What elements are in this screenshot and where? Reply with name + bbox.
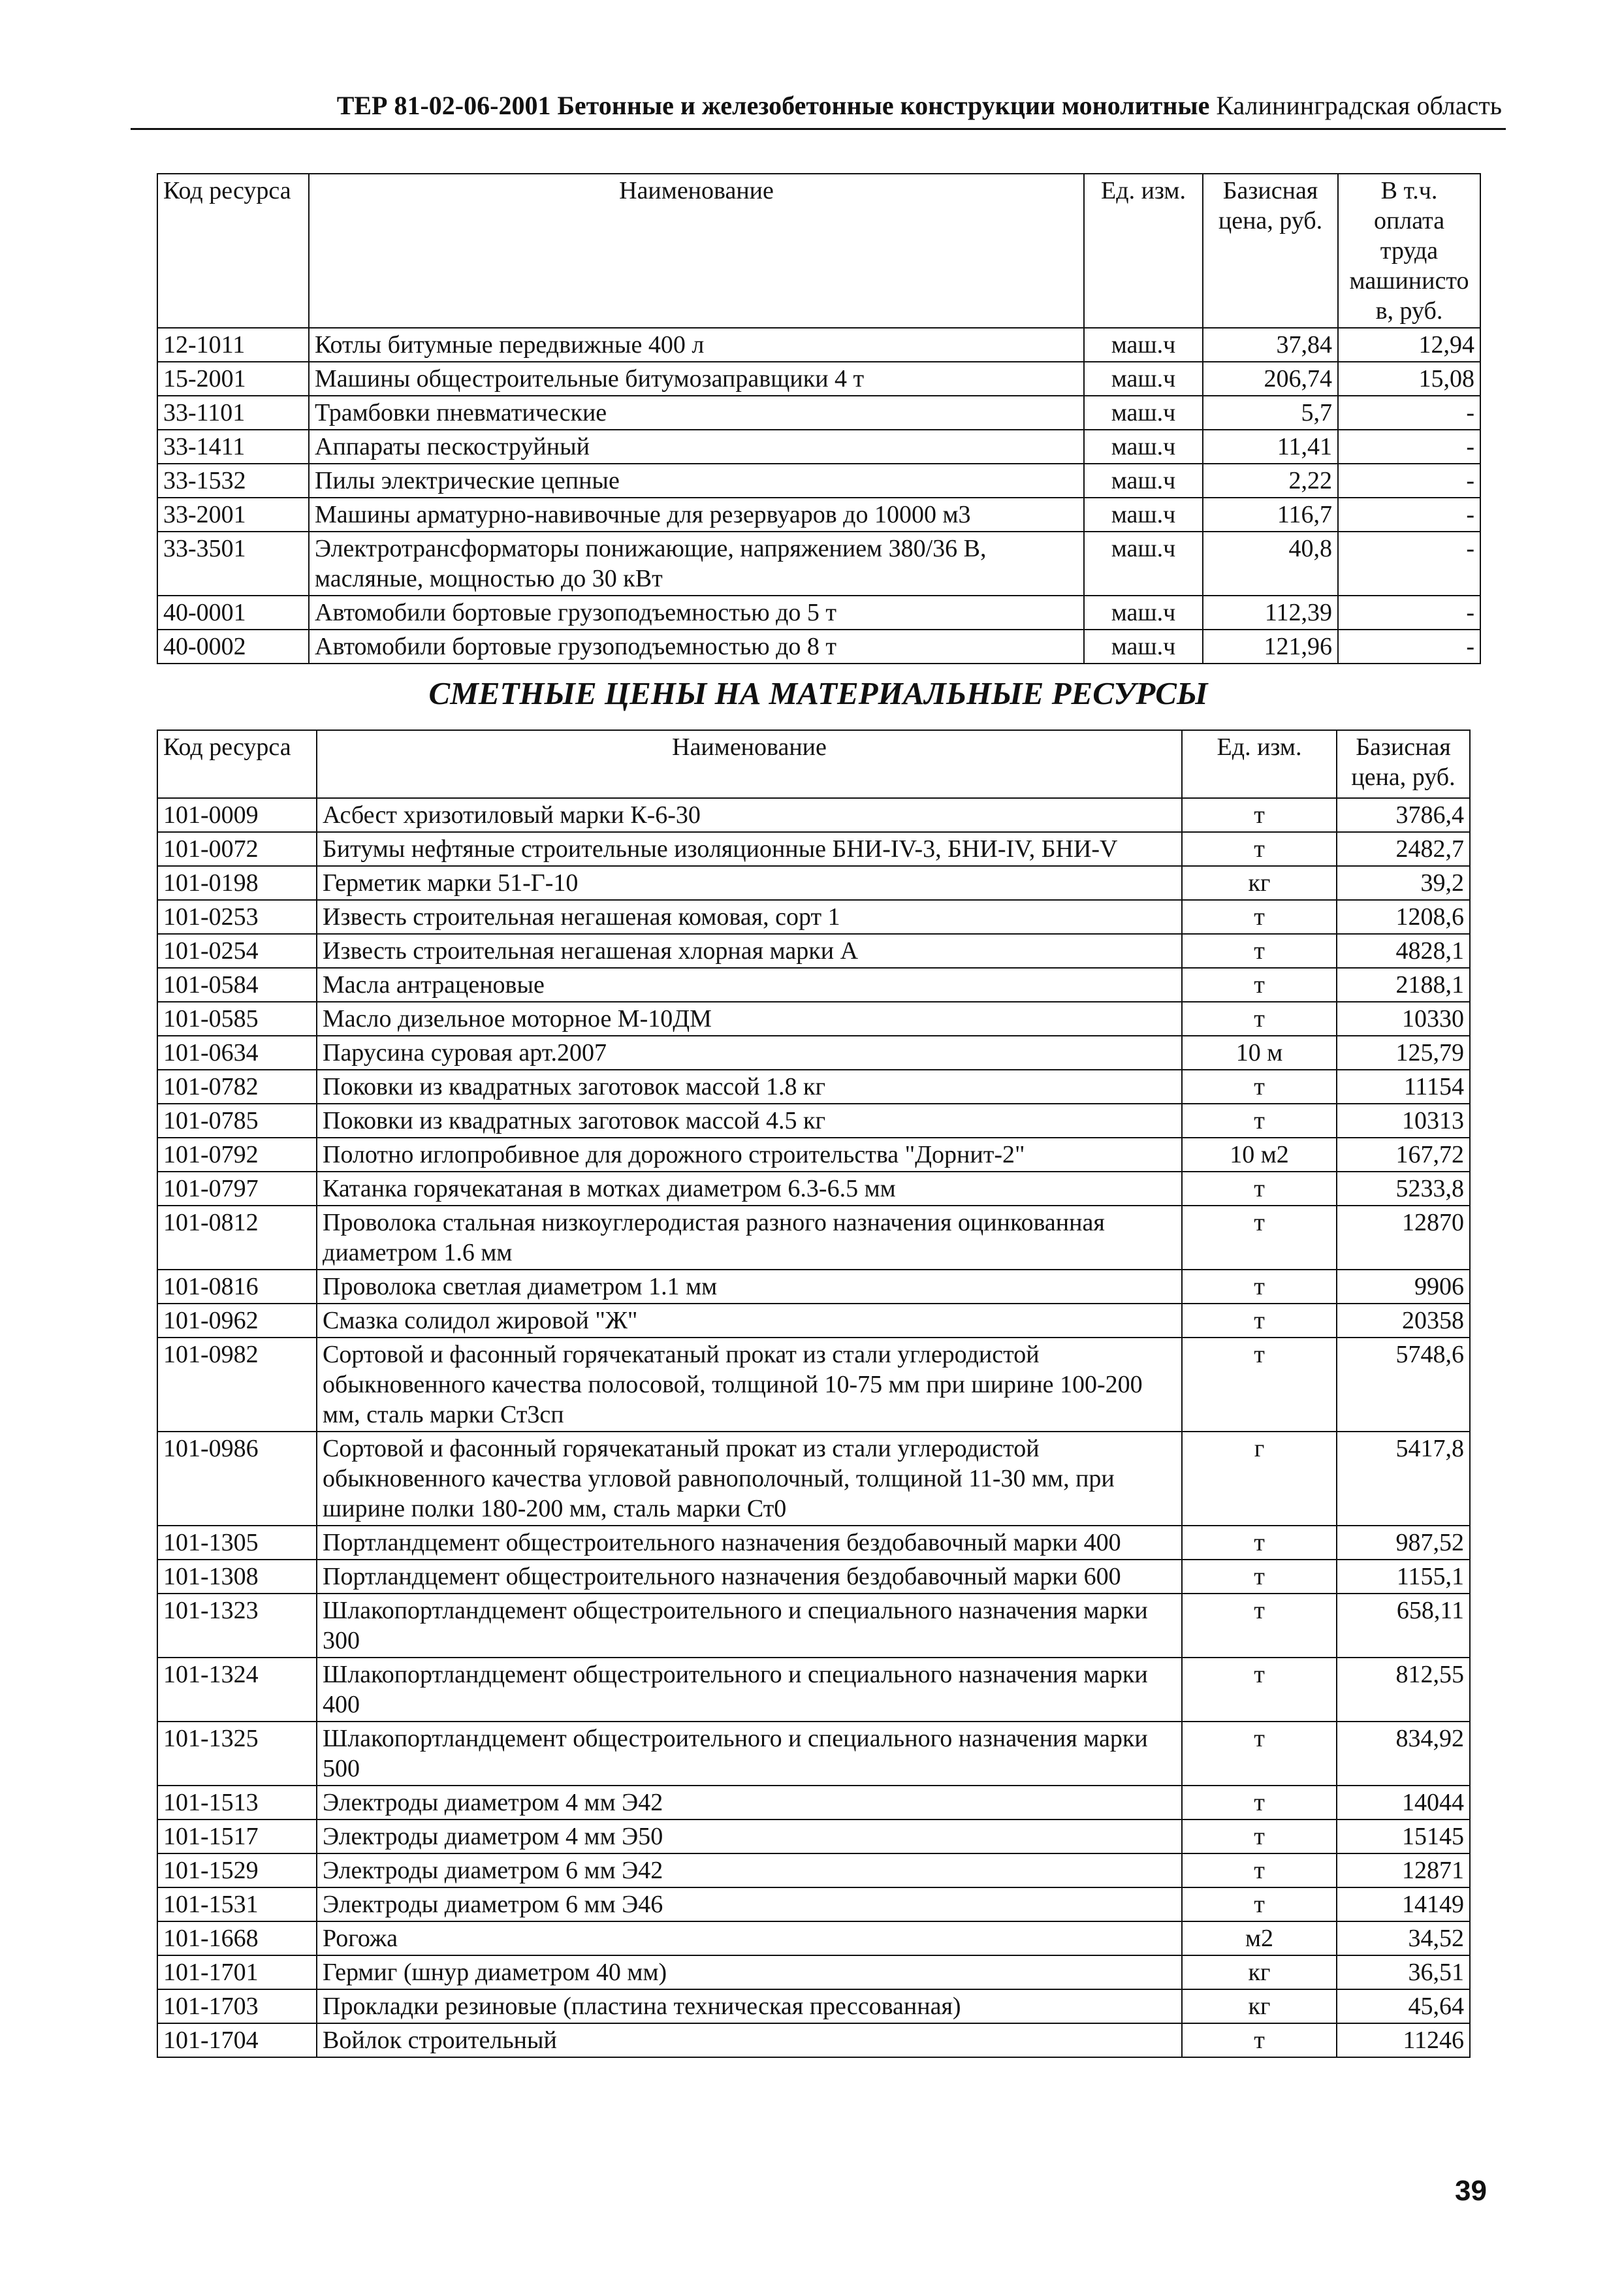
unit-cell: т bbox=[1182, 968, 1337, 1002]
resource-name-cell: Шлакопортландцемент общестроительного и специального назначения марки 400 bbox=[317, 1658, 1182, 1722]
resource-name-cell: Проволока светлая диаметром 1.1 мм bbox=[317, 1270, 1182, 1304]
table-row bbox=[157, 532, 1480, 596]
resource-name-cell: Машины арматурно-навивочные для резервуаров до 10000 м3 bbox=[309, 498, 1084, 532]
resource-code-cell: 101-1529 bbox=[157, 1853, 317, 1887]
resource-name-cell: Войлок строительный bbox=[317, 2023, 1182, 2057]
unit-cell: т bbox=[1182, 1206, 1337, 1270]
resource-code-cell: 101-1308 bbox=[157, 1560, 317, 1594]
resource-code-cell: 33-3501 bbox=[157, 532, 309, 596]
base-price-cell: 2482,7 bbox=[1337, 832, 1470, 866]
base-price-cell: 15145 bbox=[1337, 1820, 1470, 1853]
unit-cell: маш.ч bbox=[1084, 328, 1203, 362]
resource-code-cell: 40-0001 bbox=[157, 596, 309, 630]
table-row bbox=[157, 1206, 1470, 1270]
resource-code-cell: 101-0009 bbox=[157, 798, 317, 832]
unit-cell: т bbox=[1182, 2023, 1337, 2057]
base-price-cell: 206,74 bbox=[1203, 362, 1338, 396]
resource-name-cell: Электротрансформаторы понижающие, напряжением 380/36 В, масляные, мощностью до 30 кВт bbox=[309, 532, 1084, 596]
resource-code-cell: 101-0254 bbox=[157, 934, 317, 968]
page-number: 39 bbox=[1455, 2175, 1487, 2207]
resource-code-cell: 101-0986 bbox=[157, 1432, 317, 1526]
table-row bbox=[157, 1270, 1470, 1304]
base-price-cell: 39,2 bbox=[1337, 866, 1470, 900]
base-price-cell: 12871 bbox=[1337, 1853, 1470, 1887]
resource-code-cell: 101-0585 bbox=[157, 1002, 317, 1036]
resource-code-cell: 101-0982 bbox=[157, 1338, 317, 1432]
unit-cell: маш.ч bbox=[1084, 396, 1203, 430]
unit-cell: т bbox=[1182, 1270, 1337, 1304]
base-price-cell: 4828,1 bbox=[1337, 934, 1470, 968]
resource-code-cell: 101-0792 bbox=[157, 1138, 317, 1172]
table-row bbox=[157, 832, 1470, 866]
table-row bbox=[157, 596, 1480, 630]
unit-cell: т bbox=[1182, 1853, 1337, 1887]
resource-code-cell: 12-1011 bbox=[157, 328, 309, 362]
unit-cell: т bbox=[1182, 1002, 1337, 1036]
document-region: Калининградская область bbox=[1216, 91, 1502, 120]
resource-name-cell: Масло дизельное моторное М-10ДМ bbox=[317, 1002, 1182, 1036]
table-row bbox=[157, 1853, 1470, 1887]
base-price-cell: 125,79 bbox=[1337, 1036, 1470, 1070]
table-row bbox=[157, 1036, 1470, 1070]
resource-code-cell: 101-1324 bbox=[157, 1658, 317, 1722]
unit-cell: т bbox=[1182, 1820, 1337, 1853]
resource-name-cell: Котлы битумные передвижные 400 л bbox=[309, 328, 1084, 362]
resource-code-cell: 101-0812 bbox=[157, 1206, 317, 1270]
table-row bbox=[157, 866, 1470, 900]
table-row bbox=[157, 464, 1480, 498]
base-price-cell: 12870 bbox=[1337, 1206, 1470, 1270]
table-header-row bbox=[157, 174, 1480, 328]
table-row bbox=[157, 1989, 1470, 2023]
table-row bbox=[157, 362, 1480, 396]
resource-code-cell: 101-1323 bbox=[157, 1594, 317, 1658]
unit-cell: т bbox=[1182, 1722, 1337, 1786]
table-row bbox=[157, 1432, 1470, 1526]
resource-name-cell: Электроды диаметром 4 мм Э50 bbox=[317, 1820, 1182, 1853]
resource-name-cell: Гермиг (шнур диаметром 40 мм) bbox=[317, 1955, 1182, 1989]
operator-wage-cell: - bbox=[1338, 396, 1480, 430]
operator-wage-cell: 12,94 bbox=[1338, 328, 1480, 362]
resource-code-cell: 101-1668 bbox=[157, 1921, 317, 1955]
resource-name-cell: Масла антраценовые bbox=[317, 968, 1182, 1002]
resource-name-cell: Электроды диаметром 6 мм Э42 bbox=[317, 1853, 1182, 1887]
resource-name-cell: Прокладки резиновые (пластина техническая прессованная) bbox=[317, 1989, 1182, 2023]
resource-name-cell: Проволока стальная низкоуглеродистая разного назначения оцинкованная диаметром 1.6 мм bbox=[317, 1206, 1182, 1270]
unit-cell: т bbox=[1182, 832, 1337, 866]
unit-cell: 10 м2 bbox=[1182, 1138, 1337, 1172]
resource-name-cell: Автомобили бортовые грузоподъемностью до 5 т bbox=[309, 596, 1084, 630]
unit-cell: маш.ч bbox=[1084, 630, 1203, 664]
resource-code-cell: 101-0253 bbox=[157, 900, 317, 934]
column-header-code: Код ресурса bbox=[157, 174, 309, 328]
base-price-cell: 11,41 bbox=[1203, 430, 1338, 464]
resource-code-cell: 101-1703 bbox=[157, 1989, 317, 2023]
table-row bbox=[157, 1820, 1470, 1853]
resource-code-cell: 101-1531 bbox=[157, 1887, 317, 1921]
resource-code-cell: 101-1701 bbox=[157, 1955, 317, 1989]
unit-cell: 10 м bbox=[1182, 1036, 1337, 1070]
unit-cell: м2 bbox=[1182, 1921, 1337, 1955]
operator-wage-cell: - bbox=[1338, 630, 1480, 664]
base-price-cell: 1208,6 bbox=[1337, 900, 1470, 934]
resource-code-cell: 101-0962 bbox=[157, 1304, 317, 1338]
resource-name-cell: Битумы нефтяные строительные изоляционные БНИ-IV-3, БНИ-IV, БНИ-V bbox=[317, 832, 1182, 866]
unit-cell: т bbox=[1182, 1172, 1337, 1206]
unit-cell: т bbox=[1182, 798, 1337, 832]
column-header-name: Наименование bbox=[317, 730, 1182, 798]
table-row bbox=[157, 1921, 1470, 1955]
resource-code-cell: 101-0198 bbox=[157, 866, 317, 900]
resource-name-cell: Полотно иглопробивное для дорожного строительства "Дорнит-2" bbox=[317, 1138, 1182, 1172]
resource-name-cell: Пилы электрические цепные bbox=[309, 464, 1084, 498]
unit-cell: маш.ч bbox=[1084, 498, 1203, 532]
unit-cell: маш.ч bbox=[1084, 362, 1203, 396]
operator-wage-cell: - bbox=[1338, 532, 1480, 596]
base-price-cell: 2188,1 bbox=[1337, 968, 1470, 1002]
table-row bbox=[157, 1138, 1470, 1172]
resource-name-cell: Асбест хризотиловый марки К-6-30 bbox=[317, 798, 1182, 832]
operator-wage-cell: - bbox=[1338, 498, 1480, 532]
table-row bbox=[157, 1786, 1470, 1820]
resource-name-cell: Известь строительная негашеная хлорная марки А bbox=[317, 934, 1182, 968]
unit-cell: т bbox=[1182, 1304, 1337, 1338]
base-price-cell: 10313 bbox=[1337, 1104, 1470, 1138]
resource-name-cell: Известь строительная негашеная комовая, сорт 1 bbox=[317, 900, 1182, 934]
base-price-cell: 45,64 bbox=[1337, 1989, 1470, 2023]
table-row bbox=[157, 2023, 1470, 2057]
resource-code-cell: 101-0634 bbox=[157, 1036, 317, 1070]
resource-name-cell: Электроды диаметром 4 мм Э42 bbox=[317, 1786, 1182, 1820]
column-header-code: Код ресурса bbox=[157, 730, 317, 798]
table-row bbox=[157, 1104, 1470, 1138]
base-price-cell: 2,22 bbox=[1203, 464, 1338, 498]
resource-name-cell: Парусина суровая арт.2007 bbox=[317, 1036, 1182, 1070]
column-header-price: Базисная цена, руб. bbox=[1203, 174, 1338, 328]
table-row bbox=[157, 498, 1480, 532]
base-price-cell: 10330 bbox=[1337, 1002, 1470, 1036]
resource-name-cell: Поковки из квадратных заготовок массой 4.5 кг bbox=[317, 1104, 1182, 1138]
resource-code-cell: 101-0785 bbox=[157, 1104, 317, 1138]
table-row bbox=[157, 798, 1470, 832]
base-price-cell: 658,11 bbox=[1337, 1594, 1470, 1658]
resource-name-cell: Сортовой и фасонный горячекатаный прокат из стали углеродистой обыкновенного качества полосовой, толщиной 10-75 мм при ширине 100-200 мм, сталь марки Ст3сп bbox=[317, 1338, 1182, 1432]
resource-code-cell: 101-1325 bbox=[157, 1722, 317, 1786]
machinery-table-body bbox=[157, 328, 1480, 664]
unit-cell: т bbox=[1182, 1786, 1337, 1820]
resource-code-cell: 101-1305 bbox=[157, 1526, 317, 1560]
resource-name-cell: Поковки из квадратных заготовок массой 1.8 кг bbox=[317, 1070, 1182, 1104]
base-price-cell: 112,39 bbox=[1203, 596, 1338, 630]
resource-code-cell: 101-1517 bbox=[157, 1820, 317, 1853]
column-header-price: Базисная цена, руб. bbox=[1337, 730, 1470, 798]
base-price-cell: 116,7 bbox=[1203, 498, 1338, 532]
materials-table-body bbox=[157, 798, 1470, 2057]
resource-name-cell: Смазка солидол жировой "Ж" bbox=[317, 1304, 1182, 1338]
table-row bbox=[157, 1526, 1470, 1560]
base-price-cell: 1155,1 bbox=[1337, 1560, 1470, 1594]
base-price-cell: 20358 bbox=[1337, 1304, 1470, 1338]
resource-code-cell: 101-1704 bbox=[157, 2023, 317, 2057]
resource-code-cell: 33-2001 bbox=[157, 498, 309, 532]
resource-name-cell: Рогожа bbox=[317, 1921, 1182, 1955]
document-title: Бетонные и железобетонные конструкции монолитные bbox=[557, 91, 1210, 120]
operator-wage-cell: 15,08 bbox=[1338, 362, 1480, 396]
base-price-cell: 11246 bbox=[1337, 2023, 1470, 2057]
materials-section-title: СМЕТНЫЕ ЦЕНЫ НА МАТЕРИАЛЬНЫЕ РЕСУРСЫ bbox=[428, 675, 1208, 711]
operator-wage-cell: - bbox=[1338, 596, 1480, 630]
table-row bbox=[157, 900, 1470, 934]
table-row bbox=[157, 1594, 1470, 1658]
unit-cell: кг bbox=[1182, 1955, 1337, 1989]
resource-name-cell: Шлакопортландцемент общестроительного и специального назначения марки 500 bbox=[317, 1722, 1182, 1786]
unit-cell: кг bbox=[1182, 866, 1337, 900]
base-price-cell: 40,8 bbox=[1203, 532, 1338, 596]
resource-code-cell: 40-0002 bbox=[157, 630, 309, 664]
base-price-cell: 167,72 bbox=[1337, 1138, 1470, 1172]
unit-cell: т bbox=[1182, 1070, 1337, 1104]
table-row bbox=[157, 1304, 1470, 1338]
unit-cell: т bbox=[1182, 934, 1337, 968]
base-price-cell: 34,52 bbox=[1337, 1921, 1470, 1955]
table-row bbox=[157, 630, 1480, 664]
resource-code-cell: 101-0782 bbox=[157, 1070, 317, 1104]
table-row bbox=[157, 1338, 1470, 1432]
resource-name-cell: Сортовой и фасонный горячекатаный прокат из стали углеродистой обыкновенного качества угловой равнополочный, толщиной 11-30 мм, при ширине полки 180-200 мм, сталь марки Ст0 bbox=[317, 1432, 1182, 1526]
base-price-cell: 9906 bbox=[1337, 1270, 1470, 1304]
base-price-cell: 5233,8 bbox=[1337, 1172, 1470, 1206]
base-price-cell: 37,84 bbox=[1203, 328, 1338, 362]
base-price-cell: 812,55 bbox=[1337, 1658, 1470, 1722]
page-header bbox=[131, 90, 1502, 121]
resource-code-cell: 33-1101 bbox=[157, 396, 309, 430]
resource-code-cell: 33-1411 bbox=[157, 430, 309, 464]
base-price-cell: 834,92 bbox=[1337, 1722, 1470, 1786]
operator-wage-cell: - bbox=[1338, 464, 1480, 498]
unit-cell: кг bbox=[1182, 1989, 1337, 2023]
table-row bbox=[157, 1172, 1470, 1206]
table-row bbox=[157, 328, 1480, 362]
table-row bbox=[157, 396, 1480, 430]
table-row bbox=[157, 968, 1470, 1002]
table-row bbox=[157, 934, 1470, 968]
base-price-cell: 14044 bbox=[1337, 1786, 1470, 1820]
resource-name-cell: Трамбовки пневматические bbox=[309, 396, 1084, 430]
base-price-cell: 36,51 bbox=[1337, 1955, 1470, 1989]
resource-name-cell: Автомобили бортовые грузоподъемностью до 8 т bbox=[309, 630, 1084, 664]
resource-name-cell: Машины общестроительные битумозаправщики 4 т bbox=[309, 362, 1084, 396]
unit-cell: т bbox=[1182, 1104, 1337, 1138]
resource-name-cell: Портландцемент общестроительного назначения бездобавочный марки 600 bbox=[317, 1560, 1182, 1594]
header-divider bbox=[131, 128, 1506, 130]
table-row bbox=[157, 1070, 1470, 1104]
resource-code-cell: 101-1513 bbox=[157, 1786, 317, 1820]
unit-cell: т bbox=[1182, 1338, 1337, 1432]
resource-code-cell: 33-1532 bbox=[157, 464, 309, 498]
resource-code-cell: 101-0816 bbox=[157, 1270, 317, 1304]
resource-code-cell: 15-2001 bbox=[157, 362, 309, 396]
operator-wage-cell: - bbox=[1338, 430, 1480, 464]
resource-name-cell: Портландцемент общестроительного назначения бездобавочный марки 400 bbox=[317, 1526, 1182, 1560]
materials-price-table bbox=[157, 730, 1471, 2058]
unit-cell: т bbox=[1182, 1594, 1337, 1658]
base-price-cell: 14149 bbox=[1337, 1887, 1470, 1921]
base-price-cell: 5748,6 bbox=[1337, 1338, 1470, 1432]
unit-cell: маш.ч bbox=[1084, 596, 1203, 630]
base-price-cell: 3786,4 bbox=[1337, 798, 1470, 832]
machinery-price-table bbox=[157, 173, 1481, 664]
unit-cell: т bbox=[1182, 1560, 1337, 1594]
base-price-cell: 121,96 bbox=[1203, 630, 1338, 664]
resource-name-cell: Аппараты пескоструйный bbox=[309, 430, 1084, 464]
base-price-cell: 11154 bbox=[1337, 1070, 1470, 1104]
table-row bbox=[157, 1887, 1470, 1921]
base-price-cell: 5417,8 bbox=[1337, 1432, 1470, 1526]
resource-name-cell: Катанка горячекатаная в мотках диаметром 6.3-6.5 мм bbox=[317, 1172, 1182, 1206]
unit-cell: маш.ч bbox=[1084, 532, 1203, 596]
resource-code-cell: 101-0584 bbox=[157, 968, 317, 1002]
column-header-wage: В т.ч. оплата труда машинистов, руб. bbox=[1338, 174, 1480, 328]
column-header-unit: Ед. изм. bbox=[1182, 730, 1337, 798]
unit-cell: т bbox=[1182, 900, 1337, 934]
base-price-cell: 5,7 bbox=[1203, 396, 1338, 430]
table-row bbox=[157, 1560, 1470, 1594]
unit-cell: т bbox=[1182, 1887, 1337, 1921]
unit-cell: г bbox=[1182, 1432, 1337, 1526]
unit-cell: т bbox=[1182, 1658, 1337, 1722]
base-price-cell: 987,52 bbox=[1337, 1526, 1470, 1560]
table-header-row bbox=[157, 730, 1470, 798]
document-code: ТЕР 81-02-06-2001 bbox=[336, 91, 551, 120]
resource-name-cell: Герметик марки 51-Г-10 bbox=[317, 866, 1182, 900]
unit-cell: маш.ч bbox=[1084, 430, 1203, 464]
table-row bbox=[157, 1658, 1470, 1722]
column-header-unit: Ед. изм. bbox=[1084, 174, 1203, 328]
resource-code-cell: 101-0072 bbox=[157, 832, 317, 866]
table-row bbox=[157, 1002, 1470, 1036]
table-row bbox=[157, 430, 1480, 464]
unit-cell: маш.ч bbox=[1084, 464, 1203, 498]
table-row bbox=[157, 1955, 1470, 1989]
resource-code-cell: 101-0797 bbox=[157, 1172, 317, 1206]
column-header-name: Наименование bbox=[309, 174, 1084, 328]
table-row bbox=[157, 1722, 1470, 1786]
resource-name-cell: Шлакопортландцемент общестроительного и специального назначения марки 300 bbox=[317, 1594, 1182, 1658]
unit-cell: т bbox=[1182, 1526, 1337, 1560]
resource-name-cell: Электроды диаметром 6 мм Э46 bbox=[317, 1887, 1182, 1921]
